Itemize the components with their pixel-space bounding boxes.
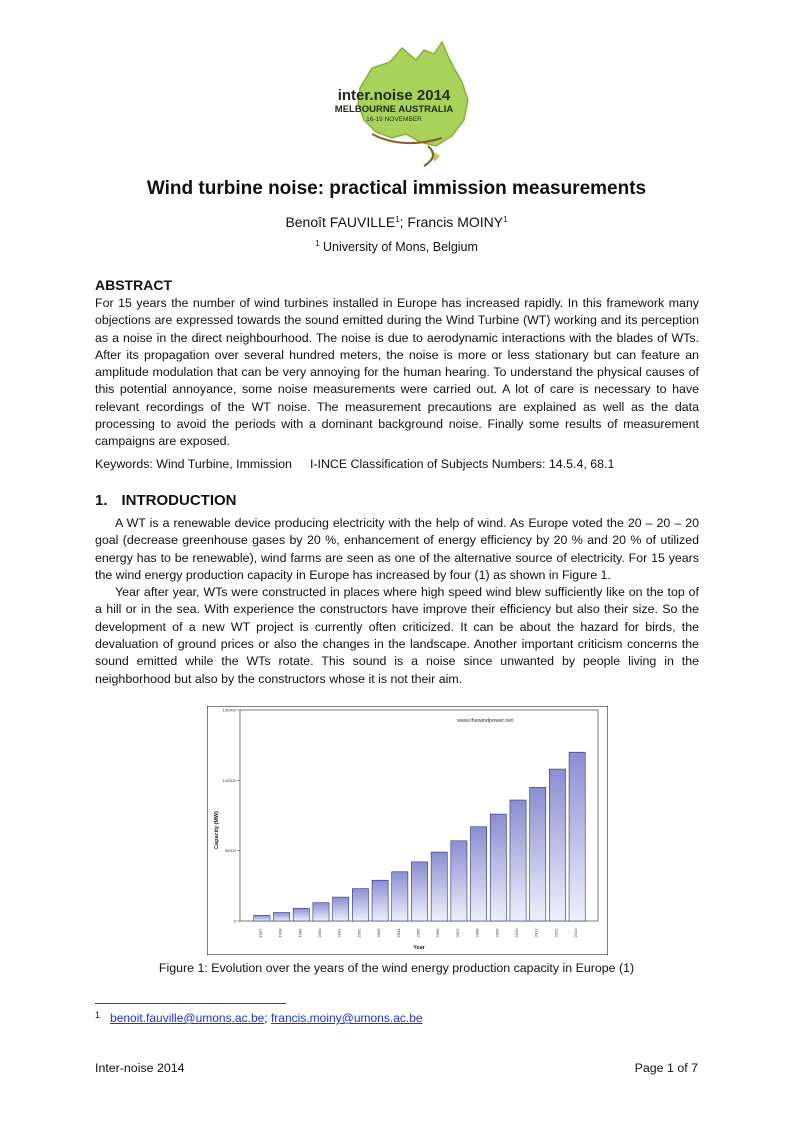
figure-caption: Figure 1: Evolution over the years of the wind energy production capacity in Europe (1)	[158, 961, 635, 975]
section-heading	[95, 492, 237, 509]
x-tick-label: 2004	[395, 928, 401, 938]
bar-2012	[549, 769, 565, 921]
capacity-chart	[207, 706, 608, 955]
x-tick-label: 2003	[376, 928, 382, 938]
author-mark: 1	[503, 215, 508, 224]
keywords-line	[95, 457, 699, 471]
x-tick-label: 2000	[316, 928, 322, 938]
x-tick-label: 1998	[277, 928, 283, 938]
author-name: Benoît FAUVILLE	[285, 214, 396, 230]
affiliation-text: University of Mons, Belgium	[323, 240, 478, 254]
x-tick-label: 2001	[336, 928, 342, 938]
x-tick-label: 2013	[573, 928, 579, 938]
x-tick-label: 2008	[474, 928, 480, 938]
email-link[interactable]: francis.moiny@umons.ac.be	[270, 1011, 423, 1025]
y-tick-label: 150000	[222, 707, 236, 713]
author-mark: 1	[395, 215, 400, 224]
bar-2001	[333, 897, 349, 921]
x-tick-label: 1997	[257, 928, 263, 938]
footnote	[95, 1010, 423, 1025]
bar-1999	[293, 908, 309, 921]
intro-paragraph: A WT is a renewable device producing electricity with the help of wind. As Europe voted the 20 – 20 – 20 goal (decrease greenhouse gases by 20 %, enhancement of energy efficiency by 20 % and 20 % of utilized energy has to be renewable), wind farms are seen as one of the alternative source of electricity. For 15 years the wind energy production capacity in Europe has increased by four (1) as shown in Figure 1.	[95, 516, 699, 582]
keywords-label: Keywords: Wind Turbine, Immission	[95, 457, 292, 471]
affiliation	[0, 240, 793, 254]
section-number: 1.	[95, 492, 108, 509]
bar-2010	[510, 800, 526, 921]
abstract-text: For 15 years the number of wind turbines installed in Europe has increased rapidly. In this framework many objections are expressed towards the sound emitted during the Wind Turbine (WT) working and its perception as a noise in the direct neighbourhood. The noise is due to aerodynamic interactions with the blades of WTs. After its propagation over several hundred meters, the noise is more or less stationary but can feature an amplitude modulation that can be very annoying for the human hearing. To understand the physical causes of this potential annoyance, some noise measurements were carried out. A lot of care is necessary to have relevant recordings of the WT noise. The measurement precautions are explained as well as the data processing to avoid the periods with a dominant background noise. Finally some results of measurement campaigns are exposed.	[95, 296, 699, 449]
y-tick-label: 0	[233, 918, 236, 924]
x-tick-label: 2009	[494, 928, 500, 938]
footer-page-number: Page 1 of 7	[634, 1061, 698, 1075]
x-tick-label: 2005	[415, 928, 421, 938]
y-tick-label: 50000	[224, 848, 236, 854]
affiliation-mark: 1	[315, 239, 320, 248]
logo-name: inter.noise 2014	[337, 87, 451, 104]
section-title: INTRODUCTION	[121, 492, 237, 509]
bar-2009	[490, 814, 506, 921]
bar-1998	[273, 913, 289, 921]
logo-location: MELBOURNE AUSTRALIA	[334, 104, 454, 115]
bar-2003	[372, 880, 388, 921]
x-tick-label: 2011	[533, 928, 539, 938]
x-tick-label: 2010	[514, 928, 520, 938]
bar-2011	[530, 787, 546, 921]
paper-title: Wind turbine noise: practical immission measurements	[146, 178, 647, 199]
bar-2005	[411, 862, 427, 921]
introduction-body	[95, 515, 699, 688]
footnote-mark: 1	[95, 1010, 101, 1020]
x-axis-label: Year	[413, 945, 425, 951]
bar-2008	[471, 827, 487, 921]
x-tick-label: 2002	[356, 928, 362, 938]
footer-conference: Inter-noise 2014	[95, 1061, 185, 1075]
bar-2004	[392, 872, 408, 921]
bar-2006	[431, 852, 447, 921]
author-name: Francis MOINY	[407, 214, 504, 230]
capacity-chart-svg	[207, 706, 608, 955]
intro-paragraph: Year after year, WTs were constructed in places where high speed wind blew sufficiently like on the top of a hill or in the sea. With experience the constructors have improve their efficiency but also their size. So the development of a new WT project is currently often criticized. It can be about the hazard for birds, the devaluation of ground prices or also the changes in the landscape. Another important criticism concerns the sound emitted while the WTs rotate. This sound is a noise since unwanted by people living in the neighborhood but also by the constructors whose it is not their aim.	[95, 585, 699, 686]
bar-2007	[451, 841, 467, 921]
conference-logo	[312, 38, 477, 178]
classification-text: I-INCE Classification of Subjects Numbers: 14.5.4, 68.1	[309, 457, 615, 471]
bar-2002	[352, 889, 368, 921]
bar-1997	[254, 915, 270, 921]
chart-watermark: www.thewindpower.net	[457, 718, 513, 724]
email-separator: ;	[264, 1011, 271, 1025]
y-tick-label: 100000	[222, 777, 236, 783]
y-axis-label: Capacity (MW)	[214, 811, 220, 849]
x-tick-label: 2012	[553, 928, 559, 938]
abstract-heading: ABSTRACT	[95, 277, 172, 293]
logo-dates: 16-19 NOVEMBER	[366, 116, 422, 123]
bar-2000	[313, 903, 329, 921]
bar-2013	[569, 752, 585, 921]
author-separator: ;	[399, 214, 408, 230]
email-link[interactable]: benoit.fauville@umons.ac.be	[110, 1011, 265, 1025]
x-tick-label: 1999	[297, 928, 303, 938]
x-tick-label: 2006	[435, 928, 441, 938]
x-tick-label: 2007	[454, 928, 460, 938]
author-list	[0, 214, 793, 230]
australia-map-icon	[312, 38, 477, 178]
footnote-rule	[95, 1003, 286, 1004]
